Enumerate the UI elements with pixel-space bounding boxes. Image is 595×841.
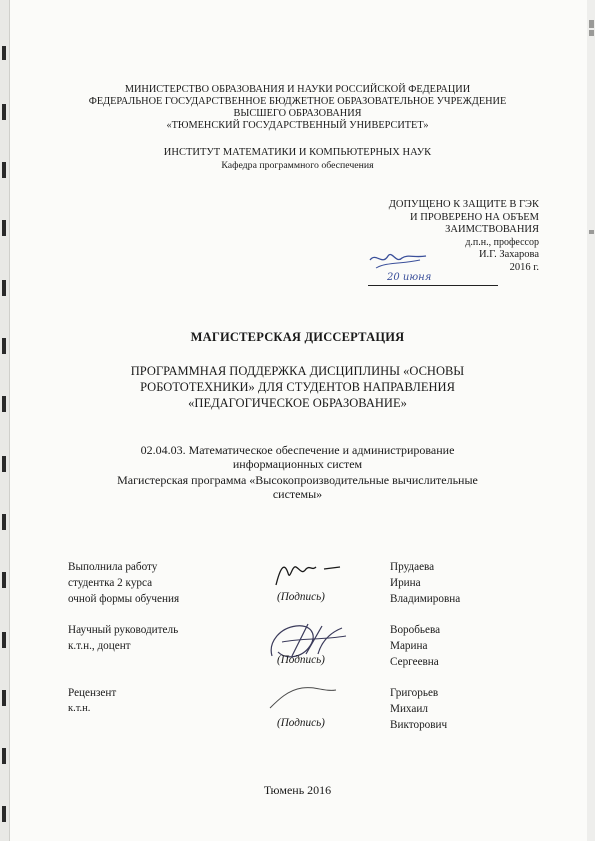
- approver-position: д.п.н., профессор: [465, 236, 539, 248]
- approval-year: 2016 г.: [509, 261, 539, 273]
- student-signature-label: (Подпись): [277, 591, 325, 603]
- ministry-line: МИНИСТЕРСТВО ОБРАЗОВАНИЯ И НАУКИ РОССИЙСКОЙ ФЕДЕРАЦИИ: [124, 84, 471, 95]
- reviewer-role: Рецензент к.т.н.: [68, 687, 117, 714]
- approval-line-2: И ПРОВЕРЕНО НА ОБЪЕМ: [410, 211, 539, 223]
- supervisor-role: Научный руководитель к.т.н., доцент: [68, 624, 179, 652]
- date-underline: [368, 285, 498, 286]
- institution-line-2: ВЫСШЕГО ОБРАЗОВАНИЯ: [233, 108, 362, 119]
- approver-signature: [366, 246, 436, 274]
- institute-name: ИНСТИТУТ МАТЕМАТИКИ И КОМПЬЮТЕРНЫХ НАУК: [163, 147, 432, 158]
- specialty-line-1: 02.04.03. Математическое обеспечение и администрирование: [140, 443, 455, 457]
- topic-line-2: РОБОТОТЕХНИКИ» ДЛЯ СТУДЕНТОВ НАПРАВЛЕНИЯ: [140, 380, 455, 394]
- approver-name: И.Г. Захарова: [478, 249, 539, 261]
- program-line-1: Магистерская программа «Высокопроизводительные вычислительные: [117, 473, 478, 487]
- topic-line-3: «ПЕДАГОГИЧЕСКОЕ ОБРАЗОВАНИЕ»: [188, 396, 407, 410]
- program-line-2: системы»: [272, 487, 323, 501]
- topic-line-1: ПРОГРАММНАЯ ПОДДЕРЖКА ДИСЦИПЛИНЫ «ОСНОВЫ: [130, 364, 465, 378]
- city-year: Тюмень 2016: [263, 783, 332, 797]
- reviewer-signature-label: (Подпись): [277, 717, 325, 729]
- student-role: Выполнила работу студентка 2 курса очной формы обучения: [68, 561, 180, 605]
- university-name: «ТЮМЕНСКИЙ ГОСУДАРСТВЕННЫЙ УНИВЕРСИТЕТ»: [166, 120, 429, 131]
- reviewer-signature: [262, 680, 352, 716]
- institution-line: ФЕДЕРАЛЬНОЕ ГОСУДАРСТВЕННОЕ БЮДЖЕТНОЕ ОБРАЗОВАТЕЛЬНОЕ УЧРЕЖДЕНИЕ: [88, 96, 507, 107]
- specialty-line-2: информационных систем: [232, 457, 363, 471]
- student-signature: [270, 555, 350, 591]
- reviewer-name: Григорьев Михаил Викторович: [390, 687, 448, 731]
- handwritten-date: 20 июня: [387, 272, 432, 283]
- approval-line-1: ДОПУЩЕНО К ЗАЩИТЕ В ГЭК: [388, 199, 539, 210]
- department-name: Кафедра программного обеспечения: [221, 160, 374, 171]
- supervisor-name: Воробьева Марина Сергеевна: [390, 624, 441, 668]
- document-type: МАГИСТЕРСКАЯ ДИССЕРТАЦИЯ: [190, 330, 405, 344]
- approval-line-3: ЗАИМСТВОВАНИЯ: [445, 224, 539, 236]
- supervisor-signature-label: (Подпись): [277, 654, 325, 666]
- student-name: Прудаева Ирина Владимировна: [390, 561, 461, 605]
